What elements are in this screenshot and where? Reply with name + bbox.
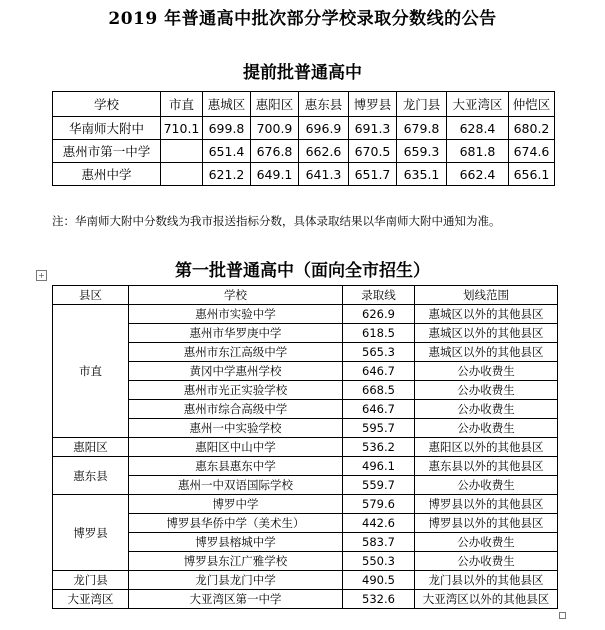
header-cell: 惠阳区 xyxy=(251,92,299,117)
table-row xyxy=(53,533,558,552)
section1-heading: 提前批普通高中 xyxy=(243,63,362,83)
district-cell: 大亚湾区 xyxy=(53,590,129,609)
score-cell: 559.7 xyxy=(343,476,415,495)
range-cell: 惠城区以外的其他县区 xyxy=(415,305,558,324)
score-cell: 699.8 xyxy=(203,117,251,140)
table-row xyxy=(53,381,558,400)
school-cell: 惠州市实验中学 xyxy=(129,305,343,324)
score-cell: 626.9 xyxy=(343,305,415,324)
school-cell: 龙门县龙门中学 xyxy=(129,571,343,590)
district-cell: 市直 xyxy=(53,305,129,438)
score-cell: 659.3 xyxy=(397,140,447,163)
early-batch-table xyxy=(52,91,555,186)
score-cell: 583.7 xyxy=(343,533,415,552)
score-cell: 621.2 xyxy=(203,163,251,186)
header-cell: 学校 xyxy=(129,286,343,305)
table-row xyxy=(53,117,555,140)
table-row xyxy=(53,163,555,186)
school-cell: 惠州一中实验学校 xyxy=(129,419,343,438)
school-cell: 博罗中学 xyxy=(129,495,343,514)
score-cell: 651.4 xyxy=(203,140,251,163)
school-cell: 惠州市第一中学 xyxy=(53,140,161,163)
score-cell: 646.7 xyxy=(343,362,415,381)
score-cell: 565.3 xyxy=(343,343,415,362)
range-cell: 公办收费生 xyxy=(415,552,558,571)
score-cell: 691.3 xyxy=(349,117,397,140)
school-cell: 博罗县华侨中学（美术生） xyxy=(129,514,343,533)
score-cell: 700.9 xyxy=(251,117,299,140)
school-cell: 博罗县榕城中学 xyxy=(129,533,343,552)
move-handle-icon[interactable]: + xyxy=(36,270,47,281)
table-row xyxy=(53,552,558,571)
header-cell: 博罗县 xyxy=(349,92,397,117)
score-cell: 496.1 xyxy=(343,457,415,476)
table-row xyxy=(53,514,558,533)
header-cell: 仲恺区 xyxy=(509,92,555,117)
school-cell: 惠州一中双语国际学校 xyxy=(129,476,343,495)
school-cell: 惠州中学 xyxy=(53,163,161,186)
school-cell: 惠东县惠东中学 xyxy=(129,457,343,476)
table-row xyxy=(53,438,558,457)
table-row xyxy=(53,362,558,381)
score-cell: 635.1 xyxy=(397,163,447,186)
score-cell: 681.8 xyxy=(447,140,509,163)
range-cell: 公办收费生 xyxy=(415,362,558,381)
range-cell: 公办收费生 xyxy=(415,419,558,438)
table-row xyxy=(53,324,558,343)
range-cell: 公办收费生 xyxy=(415,400,558,419)
school-cell: 惠阳区中山中学 xyxy=(129,438,343,457)
table-row xyxy=(53,571,558,590)
table-row xyxy=(53,140,555,163)
score-cell: 696.9 xyxy=(299,117,349,140)
score-cell xyxy=(161,163,203,186)
score-cell: 579.6 xyxy=(343,495,415,514)
range-cell: 龙门县以外的其他县区 xyxy=(415,571,558,590)
range-cell: 公办收费生 xyxy=(415,533,558,552)
range-cell: 博罗县以外的其他县区 xyxy=(415,495,558,514)
district-cell: 惠阳区 xyxy=(53,438,129,457)
table-row xyxy=(53,400,558,419)
header-cell: 学校 xyxy=(53,92,161,117)
footnote: 注：华南师大附中分数线为我市报送指标分数，具体录取结果以华南师大附中通知为准。 xyxy=(52,214,501,228)
score-cell: 442.6 xyxy=(343,514,415,533)
header-cell: 市直 xyxy=(161,92,203,117)
score-cell: 680.2 xyxy=(509,117,555,140)
score-cell: 641.3 xyxy=(299,163,349,186)
range-cell: 惠城区以外的其他县区 xyxy=(415,324,558,343)
score-cell: 679.8 xyxy=(397,117,447,140)
school-cell: 惠州市华罗庚中学 xyxy=(129,324,343,343)
score-cell: 651.7 xyxy=(349,163,397,186)
score-cell: 710.1 xyxy=(161,117,203,140)
district-cell: 惠东县 xyxy=(53,457,129,495)
page-title: 2019 年普通高中批次部分学校录取分数线的公告 xyxy=(108,9,497,29)
range-cell: 博罗县以外的其他县区 xyxy=(415,514,558,533)
table-row xyxy=(53,495,558,514)
header-cell: 惠东县 xyxy=(299,92,349,117)
score-cell: 595.7 xyxy=(343,419,415,438)
score-cell: 674.6 xyxy=(509,140,555,163)
score-cell: 676.8 xyxy=(251,140,299,163)
table-row xyxy=(53,590,558,609)
first-batch-table xyxy=(52,285,558,609)
score-cell xyxy=(161,140,203,163)
table-header-row xyxy=(53,286,558,305)
score-cell: 618.5 xyxy=(343,324,415,343)
range-cell: 惠东县以外的其他县区 xyxy=(415,457,558,476)
header-cell: 录取线 xyxy=(343,286,415,305)
table-row xyxy=(53,305,558,324)
score-cell: 550.3 xyxy=(343,552,415,571)
header-cell: 县区 xyxy=(53,286,129,305)
header-cell: 惠城区 xyxy=(203,92,251,117)
school-cell: 黄冈中学惠州学校 xyxy=(129,362,343,381)
school-cell: 华南师大附中 xyxy=(53,117,161,140)
school-cell: 博罗县东江广雅学校 xyxy=(129,552,343,571)
score-cell: 649.1 xyxy=(251,163,299,186)
score-cell: 656.1 xyxy=(509,163,555,186)
range-cell: 惠阳区以外的其他县区 xyxy=(415,438,558,457)
header-cell: 大亚湾区 xyxy=(447,92,509,117)
header-cell: 划线范围 xyxy=(415,286,558,305)
table-row xyxy=(53,343,558,362)
school-cell: 大亚湾区第一中学 xyxy=(129,590,343,609)
score-cell: 662.4 xyxy=(447,163,509,186)
table-header-row xyxy=(53,92,555,117)
score-cell: 668.5 xyxy=(343,381,415,400)
school-cell: 惠州市东江高级中学 xyxy=(129,343,343,362)
school-cell: 惠州市综合高级中学 xyxy=(129,400,343,419)
header-cell: 龙门县 xyxy=(397,92,447,117)
table-row xyxy=(53,457,558,476)
range-cell: 惠城区以外的其他县区 xyxy=(415,343,558,362)
district-cell: 龙门县 xyxy=(53,571,129,590)
score-cell: 662.6 xyxy=(299,140,349,163)
score-cell: 532.6 xyxy=(343,590,415,609)
score-cell: 646.7 xyxy=(343,400,415,419)
score-cell: 628.4 xyxy=(447,117,509,140)
section2-heading: 第一批普通高中（面向全市招生） xyxy=(175,261,430,281)
score-cell: 490.5 xyxy=(343,571,415,590)
school-cell: 惠州市光正实验学校 xyxy=(129,381,343,400)
range-cell: 公办收费生 xyxy=(415,476,558,495)
range-cell: 公办收费生 xyxy=(415,381,558,400)
score-cell: 536.2 xyxy=(343,438,415,457)
score-cell: 670.5 xyxy=(349,140,397,163)
district-cell: 博罗县 xyxy=(53,495,129,571)
range-cell: 大亚湾区以外的其他县区 xyxy=(415,590,558,609)
table-row xyxy=(53,476,558,495)
table-row xyxy=(53,419,558,438)
resize-handle-icon[interactable] xyxy=(559,612,566,619)
